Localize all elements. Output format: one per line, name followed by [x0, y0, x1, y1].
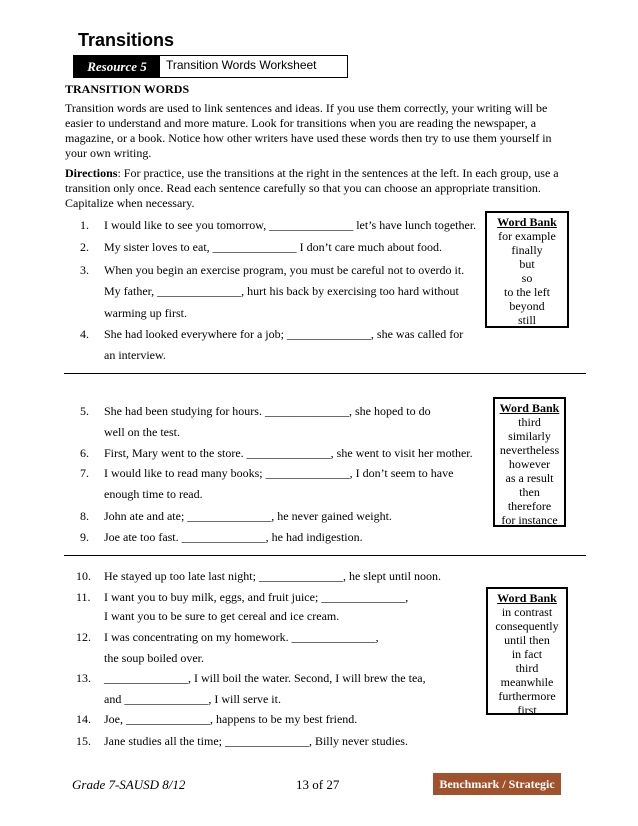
item-number: 10. — [76, 569, 91, 583]
word-bank-word: for example — [498, 229, 556, 243]
intro-line: your own writing. — [65, 146, 152, 160]
divider — [64, 555, 586, 556]
word-bank-word: first — [517, 703, 537, 717]
word-bank-word: third — [518, 415, 541, 429]
level-badge: Benchmark / Strategic — [433, 773, 561, 795]
word-bank-word: however — [508, 457, 551, 471]
item-number: 14. — [76, 712, 91, 726]
word-bank-word: to the left — [504, 285, 550, 299]
exercise-sentence: ______________, I will boil the water. Second, I will brew the tea, — [104, 671, 426, 685]
word-bank-word: consequently — [495, 619, 559, 633]
word-bank-word: as a result — [505, 471, 554, 485]
exercise-sentence: Joe, ______________, happens to be my best friend. — [104, 712, 358, 726]
item-number: 13. — [76, 671, 91, 685]
page-number: 13 of 27 — [296, 777, 340, 792]
exercise-sentence: He stayed up too late last night; ______________, he slept until noon. — [104, 569, 441, 583]
exercise-sentence: Joe ate too fast. ______________, he had indigestion. — [104, 530, 363, 544]
word-bank-1 — [485, 211, 569, 328]
word-bank-word: beyond — [509, 299, 545, 313]
exercise-sentence: When you begin an exercise program, you must be careful not to overdo it. — [104, 263, 465, 277]
item-number: 12. — [76, 630, 91, 644]
intro-line: magazine, or a book. Notice how other writers have used these words then try to use them yourself in — [65, 131, 552, 145]
word-bank-word: until then — [504, 633, 550, 647]
item-number: 4. — [80, 327, 89, 341]
exercise-sentence: I want you to buy milk, eggs, and fruit juice; ______________, — [104, 590, 409, 604]
item-number: 2. — [80, 240, 89, 254]
item-number: 15. — [76, 734, 91, 748]
exercise-sentence: Jane studies all the time; ______________, Billy never studies. — [104, 734, 408, 748]
exercise-sentence: and ______________, I will serve it. — [104, 692, 281, 706]
exercise-sentence: an interview. — [104, 348, 166, 362]
word-bank-word: meanwhile — [500, 675, 554, 689]
exercise-sentence: I was concentrating on my homework. ______________, — [104, 630, 379, 644]
directions-line: : For practice, use the transitions at the right in the sentences at the left. In each group, use a — [117, 166, 559, 180]
word-bank-word: but — [519, 257, 535, 271]
word-bank-word: then — [519, 485, 540, 499]
intro-line: easier to understand and more mature. Look for transitions when you are reading the newspaper, a — [65, 116, 537, 130]
word-bank-word: third — [515, 661, 539, 675]
word-bank-title: Word Bank — [497, 591, 557, 605]
item-number: 11. — [76, 590, 91, 604]
word-bank-word: for instance — [501, 513, 558, 527]
footer-grade: Grade 7-SAUSD 8/12 — [72, 777, 186, 792]
word-bank-word: still — [517, 313, 536, 327]
item-number: 9. — [80, 530, 89, 544]
item-number: 3. — [80, 263, 89, 277]
word-bank-word: similarly — [508, 429, 551, 443]
section-heading: TRANSITION WORDS — [65, 82, 190, 96]
item-number: 7. — [80, 466, 89, 480]
item-number: 1. — [80, 218, 89, 232]
word-bank-title: Word Bank — [499, 401, 560, 415]
word-bank-word: in contrast — [501, 605, 553, 619]
directions-line: transition only once. Read each sentence carefully so that you can choose an appropriate transition. — [65, 181, 541, 195]
exercise-sentence: She had been studying for hours. ______________, she hoped to do — [104, 404, 431, 418]
divider — [64, 373, 586, 374]
exercise-sentence: well on the test. — [104, 425, 180, 439]
item-number: 6. — [80, 446, 89, 460]
word-bank-word: in fact — [511, 647, 543, 661]
page-title: Transitions — [78, 30, 175, 50]
exercise-sentence: I would like to see you tomorrow, ______________ let’s have lunch together. — [104, 218, 477, 232]
intro-line: Transition words are used to link sentences and ideas. If you use them correctly, your writing will be — [65, 101, 548, 115]
word-bank-word: nevertheless — [499, 443, 560, 457]
exercise-sentence: enough time to read. — [104, 487, 203, 501]
word-bank-word: furthermore — [498, 689, 556, 703]
word-bank-2 — [493, 397, 566, 527]
exercise-sentence: I would like to read many books; ______________, I don’t seem to have — [104, 466, 454, 480]
word-bank-word: therefore — [507, 499, 552, 513]
word-bank-title: Word Bank — [497, 215, 557, 229]
worksheet-title: Transition Words Worksheet — [166, 58, 317, 72]
exercise-sentence: the soup boiled over. — [104, 651, 204, 665]
item-number: 8. — [80, 509, 89, 523]
word-bank-word: finally — [511, 243, 543, 257]
directions-line: Capitalize when necessary. — [65, 196, 195, 210]
directions-label: Directions — [65, 166, 118, 180]
exercise-sentence: My father, ______________, hurt his back by exercising too hard without — [104, 284, 459, 298]
exercise-sentence: I want you to be sure to get cereal and ice cream. — [104, 609, 340, 623]
exercise-sentence: My sister loves to eat, ______________ I don’t care much about food. — [104, 240, 443, 254]
resource-tag: Resource 5 — [74, 56, 160, 77]
item-number: 5. — [80, 404, 89, 418]
word-bank-word: so — [521, 271, 533, 285]
exercise-sentence: First, Mary went to the store. ______________, she went to visit her mother. — [104, 446, 473, 460]
exercise-sentence: She had looked everywhere for a job; ______________, she was called for — [104, 327, 464, 341]
exercise-sentence: John ate and ate; ______________, he never gained weight. — [104, 509, 392, 523]
exercise-sentence: warming up first. — [104, 306, 187, 320]
word-bank-3 — [486, 587, 568, 715]
